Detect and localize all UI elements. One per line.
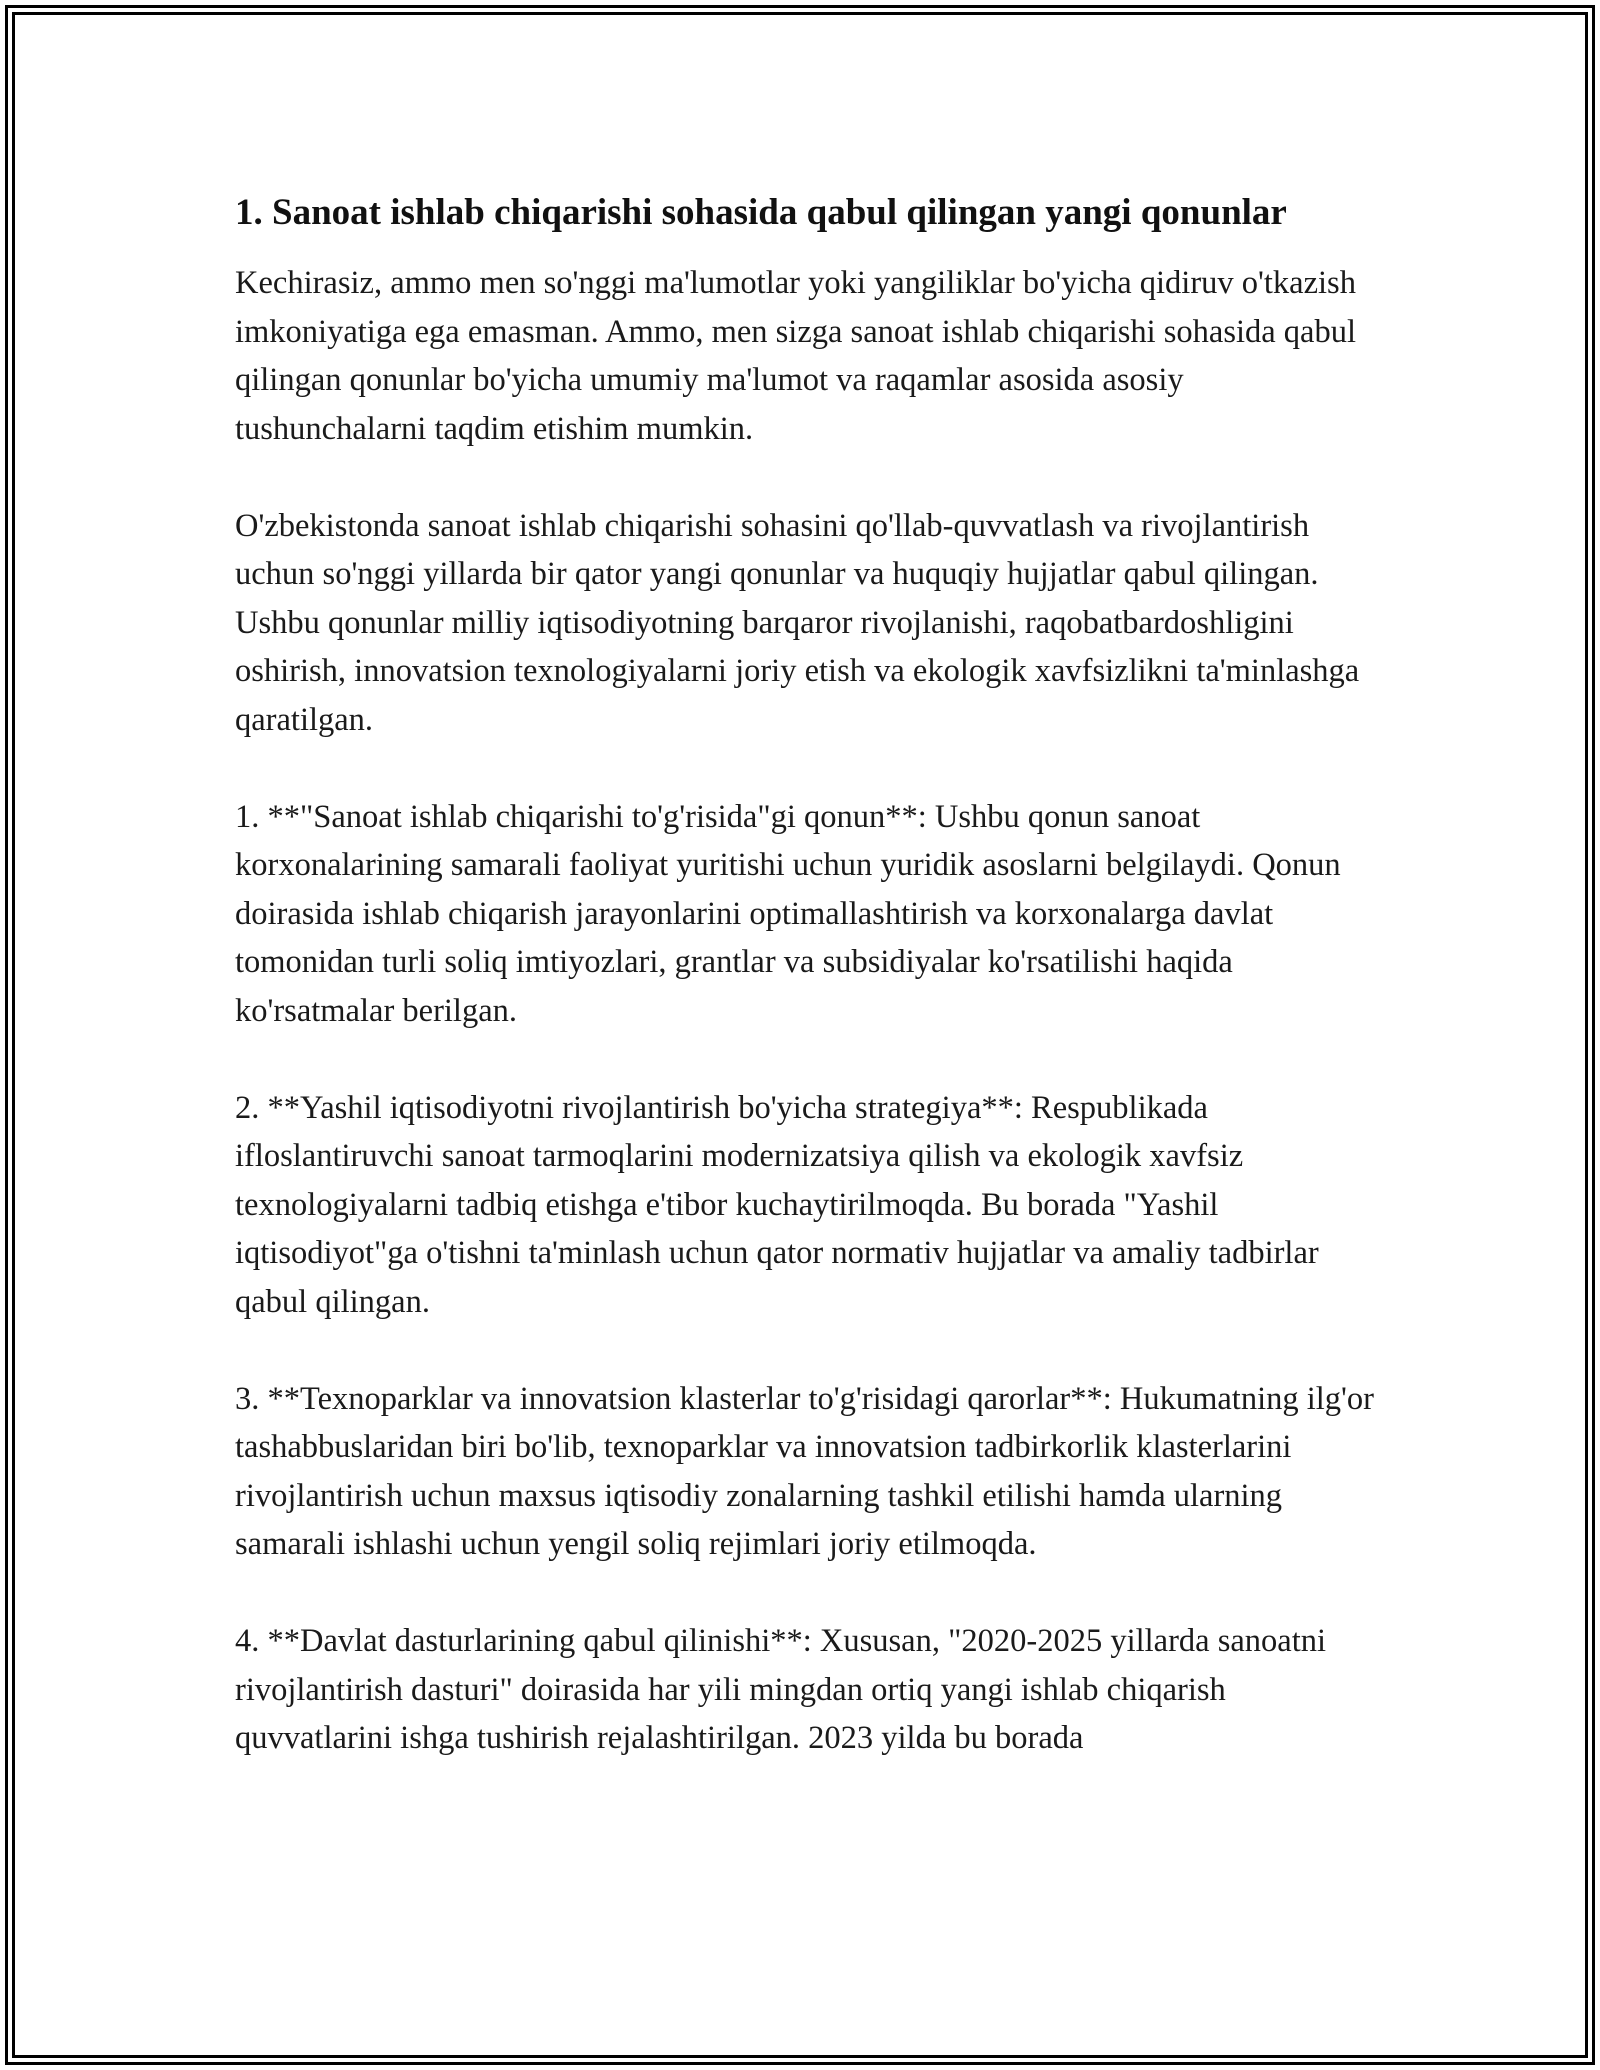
- paragraph-item-1: 1. **"Sanoat ishlab chiqarishi to'g'risida"gi qonun**: Ushbu qonun sanoat korxonalarining samarali faoliyat yuritishi uchun yuridik asoslarni belgilaydi. Qonun doirasida ishlab chiqarish jarayonlarini optimallashtirish va korxonalarga davlat tomonidan turli soliq imtiyozlari, grantlar va subsidiyalar ko'rsatilishi haqida ko'rsatmalar berilgan.: [235, 798, 1341, 1029]
- paragraph-overview: O'zbekistonda sanoat ishlab chiqarishi sohasini qo'llab-quvvatlash va rivojlantirish uchun so'nggi yillarda bir qator yangi qonunlar va huquqiy hujjatlar qabul qilingan. Ushbu qonunlar milliy iqtisodiyotning barqaror rivojlanishi, raqobatbardoshligini oshirish, innovatsion texnologiyalarni joriy etish va ekologik xavfsizlikni ta'minlashga qaratilgan.: [235, 507, 1360, 738]
- document-body: [235, 185, 1375, 1811]
- paragraph-item-2: 2. **Yashil iqtisodiyotni rivojlantirish bo'yicha strategiya**: Respublikada ifloslantiruvchi sanoat tarmoqlarini modernizatsiya qilish va ekologik xavfsiz texnologiyalarni tadbiq etishga e'tibor kuchaytirilmoqda. Bu borada "Yashil iqtisodiyot"ga o'tishni ta'minlash uchun qator normativ hujjatlar va amaliy tadbirlar qabul qilingan.: [235, 1089, 1319, 1320]
- paragraph-item-4: 4. **Davlat dasturlarining qabul qilinishi**: Xususan, "2020-2025 yillarda sanoatni rivojlantirish dasturi" doirasida har yili mingdan ortiq yangi ishlab chiqarish quvvatlarini ishga tushirish rejalashtirilgan. 2023 yilda bu borada: [235, 1623, 1327, 1756]
- section-heading: 1. Sanoat ishlab chiqarishi sohasida qabul qilingan yangi qonunlar: [235, 192, 1287, 233]
- paragraph-item-3: 3. **Texnoparklar va innovatsion klasterlar to'g'risidagi qarorlar**: Hukumatning ilg'or tashabbuslaridan biri bo'lib, texnoparklar va innovatsion tadbirkorlik klasterlarini rivojlantirish uchun maxsus iqtisodiy zonalarning tashkil etilishi hamda ularning samarali ishlashi uchun yengil soliq rejimlari joriy etilmoqda.: [235, 1380, 1374, 1562]
- paragraph-intro: Kechirasiz, ammo men so'nggi ma'lumotlar yoki yangiliklar bo'yicha qidiruv o'tkazish imkoniyatiga ega emasman. Ammo, men sizga sanoat ishlab chiqarishi sohasida qabul qilingan qonunlar bo'yicha umumiy ma'lumot va raqamlar asosida asosiy tushunchalarni taqdim etishim mumkin.: [235, 265, 1356, 447]
